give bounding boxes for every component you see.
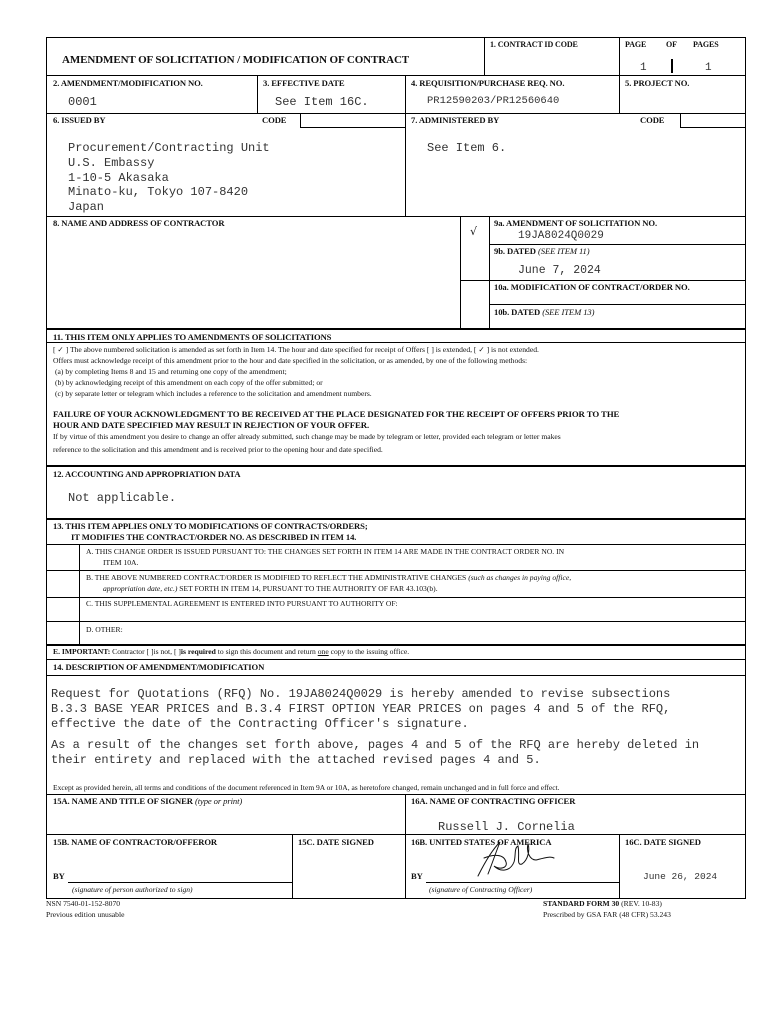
- item-e-text-1: Contractor [ ]is not, [ ]: [112, 647, 181, 656]
- contractor-signature-note: (signature of person authorized to sign): [72, 885, 193, 894]
- standard-form-rev: (REV. 10-83): [621, 899, 662, 908]
- item-14-para-1-line-1: Request for Quotations (RFQ) No. 19JA8024Q0029 is hereby amended to revise subsections: [51, 687, 671, 701]
- item-10a-label: 10a. MODIFICATION OF CONTRACT/ORDER NO.: [494, 282, 690, 292]
- item-11-line-3: (a) by completing Items 8 and 15 and returning one copy of the amendment;: [55, 367, 287, 376]
- item-11-warning-2: HOUR AND DATE SPECIFIED MAY RESULT IN REJECTION OF YOUR OFFER.: [53, 420, 370, 430]
- contracting-officer-label: 16A. NAME OF CONTRACTING OFFICER: [411, 796, 576, 806]
- contractor-by-label: BY: [53, 871, 65, 881]
- standard-form-number: [543, 900, 662, 908]
- effective-date-value: See Item 16C.: [275, 95, 369, 109]
- issued-by-line-1: Procurement/Contracting Unit: [68, 141, 270, 155]
- administered-by-label: 7. ADMINISTERED BY: [411, 115, 500, 125]
- item-14-label: 14. DESCRIPTION OF AMENDMENT/MODIFICATION: [53, 662, 265, 672]
- of-label: OF: [666, 40, 677, 49]
- item-14-para-2-line-2: their entirety and replaced with the attached revised pages 4 and 5.: [51, 753, 541, 767]
- project-no-label: 5. PROJECT NO.: [625, 78, 690, 88]
- item-9a-value: 19JA8024Q0029: [518, 230, 604, 242]
- item-11-warning-4: reference to the solicitation and this amendment and is received prior to the opening hour and date specified.: [53, 445, 383, 454]
- check-mark-icon: √: [470, 225, 478, 238]
- issued-by-line-3: 1-10-5 Akasaka: [68, 171, 169, 185]
- item-11-title: 11. THIS ITEM ONLY APPLIES TO AMENDMENTS OF SOLICITATIONS: [53, 332, 332, 342]
- form-title: AMENDMENT OF SOLICITATION / MODIFICATION OF CONTRACT: [62, 54, 410, 66]
- item-13-title-1: 13. THIS ITEM APPLIES ONLY TO MODIFICATIONS OF CONTRACTS/ORDERS;: [53, 521, 368, 531]
- signer-name-label-text: 15A. NAME AND TITLE OF SIGNER: [53, 796, 193, 806]
- administered-code-label: CODE: [640, 115, 665, 125]
- item-e-underline: one: [317, 647, 329, 656]
- issued-by-label: 6. ISSUED BY: [53, 115, 106, 125]
- officer-date-label: 16C. DATE SIGNED: [625, 837, 701, 847]
- item-13b-line-1: [86, 574, 571, 582]
- item-13b-line-2: [103, 585, 438, 593]
- contracting-officer-name: Russell J. Cornelia: [438, 820, 575, 834]
- item-11-line-4: (b) by acknowledging receipt of this amendment on each copy of the offer submitted; or: [55, 378, 323, 387]
- item-13b-text: B. THE ABOVE NUMBERED CONTRACT/ORDER IS MODIFIED TO REFLECT THE ADMINISTRATIVE CHANGES: [86, 573, 467, 582]
- effective-date-label: 3. EFFECTIVE DATE: [263, 78, 345, 88]
- issued-by-line-4: Minato-ku, Tokyo 107-8420: [68, 185, 249, 199]
- item-14-para-1-line-2: B.3.3 BASE YEAR PRICES and B.3.4 FIRST OPTION YEAR PRICES on pages 4 and 5 of the RFQ,: [51, 702, 671, 716]
- item-13b-italic-2: appropriation date, etc.): [103, 584, 178, 593]
- item-e-important: [53, 648, 409, 656]
- item-e-text-3: copy to the issuing office.: [330, 647, 410, 656]
- officer-date-value: June 26, 2024: [643, 871, 718, 882]
- item-13d: D. OTHER:: [86, 625, 123, 634]
- item-9a-label: 9a. AMENDMENT OF SOLICITATION NO.: [494, 218, 658, 228]
- item-11-line-5: (c) by separate letter or telegram which includes a reference to the solicitation and amendment numbers.: [55, 389, 372, 398]
- item-14-para-1-line-3: effective the date of the Contracting Officer's signature.: [51, 717, 469, 731]
- item-12-value: Not applicable.: [68, 491, 177, 505]
- item-9b-note: (SEE ITEM 11): [537, 246, 590, 256]
- item-9b-value: June 7, 2024: [518, 264, 601, 277]
- page-label: PAGE: [625, 40, 647, 49]
- officer-by-label: BY: [411, 871, 423, 881]
- contract-id-label: 1. CONTRACT ID CODE: [490, 40, 578, 49]
- item-13b-italic: (such as changes in paying office,: [468, 573, 572, 582]
- item-11-warning-3: If by virtue of this amendment you desire to change an offer already submitted, such change may be made by telegram or letter, provided each telegram or letter makes: [53, 432, 561, 441]
- item-10b-label: [494, 308, 594, 317]
- nsn-number: NSN 7540-01-152-8070: [46, 899, 121, 908]
- item-e-label: E. IMPORTANT:: [53, 647, 111, 656]
- item-10b-note: (SEE ITEM 13): [542, 307, 595, 317]
- previous-edition: Previous edition unusable: [46, 910, 125, 919]
- item-14-para-2-line-1: As a result of the changes set forth above, pages 4 and 5 of the RFQ are hereby deleted in: [51, 738, 700, 752]
- amendment-no-value: 0001: [68, 95, 97, 109]
- item-12-label: 12. ACCOUNTING AND APPROPRIATION DATA: [53, 469, 241, 479]
- item-9b-label-text: 9b. DATED: [494, 246, 536, 256]
- issued-by-line-5: Japan: [68, 200, 105, 214]
- item-11-warning-1: FAILURE OF YOUR ACKNOWLEDGMENT TO BE RECEIVED AT THE PLACE DESIGNATED FOR THE RECEIPT OF OFFERS PRIOR TO THE: [53, 409, 620, 419]
- amendment-no-label: 2. AMENDMENT/MODIFICATION NO.: [53, 78, 203, 88]
- officer-signature-note: (signature of Contracting Officer): [429, 885, 533, 894]
- item-13-title-2: IT MODIFIES THE CONTRACT/ORDER NO. AS DESCRIBED IN ITEM 14.: [71, 532, 357, 542]
- signer-name-label: [53, 797, 242, 806]
- item-e-text-2: to sign this document and return: [217, 647, 316, 656]
- signer-name-note: (type or print): [194, 796, 243, 806]
- pages-value: 1: [705, 62, 712, 74]
- united-states-label: 16B. UNITED STATES OF AMERICA: [411, 837, 552, 847]
- requisition-label: 4. REQUISITION/PURCHASE REQ. NO.: [411, 78, 565, 88]
- item-10b-label-text: 10b. DATED: [494, 307, 541, 317]
- contracting-officer-signature: [470, 836, 570, 882]
- item-13c: C. THIS SUPPLEMENTAL AGREEMENT IS ENTERED INTO PURSUANT TO AUTHORITY OF:: [86, 599, 398, 608]
- requisition-value: PR12590203/PR12560640: [427, 95, 560, 107]
- item-14-footer: Except as provided herein, all terms and conditions of the document referenced in Item 9A or 10A, as heretofore changed, remain unchanged and in full force and effect.: [53, 783, 560, 792]
- pages-label: PAGES: [693, 40, 719, 49]
- administered-by-value: See Item 6.: [427, 141, 507, 155]
- page-value: 1: [640, 62, 647, 74]
- item-11-line-2: Offers must acknowledge receipt of this amendment prior to the hour and date specified in the solicitation, or as amended, by one of the following methods:: [53, 356, 528, 365]
- contractor-date-label: 15C. DATE SIGNED: [298, 837, 374, 847]
- item-9b-label: [494, 247, 590, 256]
- item-13a-line-1: A. THIS CHANGE ORDER IS ISSUED PURSUANT TO: THE CHANGES SET FORTH IN ITEM 14 ARE MADE IN THE CONTRACT ORDER NO. IN: [86, 547, 565, 556]
- issued-by-line-2: U.S. Embassy: [68, 156, 155, 170]
- contractor-label: 8. NAME AND ADDRESS OF CONTRACTOR: [53, 218, 225, 228]
- prescribed-by: Prescribed by GSA FAR (48 CFR) 53.243: [543, 910, 671, 919]
- item-13b-text-2: SET FORTH IN ITEM 14, PURSUANT TO THE AUTHORITY OF FAR 43.103(b).: [179, 584, 438, 593]
- item-13a-line-2: ITEM 10A.: [103, 558, 139, 567]
- issued-by-code-label: CODE: [262, 115, 287, 125]
- standard-form-bold: STANDARD FORM 30: [543, 899, 620, 908]
- item-11-line-1: [ ✓ ] The above numbered solicitation is amended as set forth in Item 14. The hour and date specified for receipt of Offers [ ] is extended, [ ✓ ] is not extended.: [53, 345, 539, 354]
- contractor-offeror-label: 15B. NAME OF CONTRACTOR/OFFEROR: [53, 837, 218, 847]
- item-e-bold: is required: [180, 647, 216, 656]
